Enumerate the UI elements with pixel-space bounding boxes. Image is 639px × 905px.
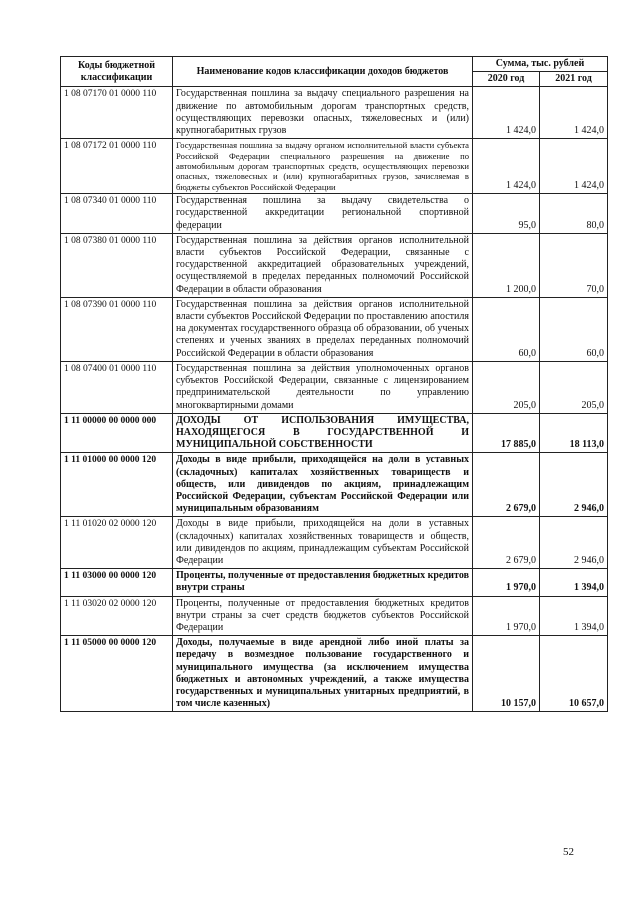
header-year-2020: 2020 год — [473, 72, 540, 87]
row-value-2020: 95,0 — [473, 194, 540, 234]
row-code: 1 08 07380 01 0000 110 — [61, 233, 173, 297]
table-row — [61, 453, 608, 517]
row-name: Государственная пошлина за выдачу органом исполнительной власти субъекта Российской Федерации специального разрешения на движение по автомобильным дорогам транспортных средств, осуществляющих перевозки опасных, тяжеловесных и (или) крупногабаритных грузов, зачисляемая в бюджеты субъектов Российской Федерации — [173, 139, 473, 194]
row-value-2021: 1 424,0 — [540, 87, 608, 139]
row-name: ДОХОДЫ ОТ ИСПОЛЬЗОВАНИЯ ИМУЩЕСТВА, НАХОДЯЩЕГОСЯ В ГОСУДАРСТВЕННОЙ И МУНИЦИПАЛЬНОЙ СОБСТВЕННОСТИ — [173, 413, 473, 453]
row-name: Государственная пошлина за выдачу свидетельства о государственной аккредитации региональной спортивной федерации — [173, 194, 473, 234]
row-value-2020: 1 424,0 — [473, 139, 540, 194]
header-sum: Сумма, тыс. рублей — [473, 57, 608, 72]
row-value-2020: 1 970,0 — [473, 596, 540, 636]
row-value-2021: 1 394,0 — [540, 596, 608, 636]
budget-revenue-table — [60, 56, 608, 712]
row-code: 1 11 00000 00 0000 000 — [61, 413, 173, 453]
row-name: Доходы в виде прибыли, приходящейся на доли в уставных (складочных) капиталах хозяйственных товариществ и обществ, или дивидендов по акциям, принадлежащим субъектам Российской Федерации — [173, 517, 473, 569]
row-value-2021: 80,0 — [540, 194, 608, 234]
row-code: 1 08 07390 01 0000 110 — [61, 297, 173, 361]
table-row — [61, 194, 608, 234]
row-value-2021: 205,0 — [540, 361, 608, 413]
row-name: Проценты, полученные от предоставления бюджетных кредитов внутри страны — [173, 569, 473, 596]
row-name: Государственная пошлина за действия органов исполнительной власти субъектов Российской Федерации, связанные с государственной аккредитацией образовательных учреждений, осуществляемой в пределах переданных полномочий Российской Федерации в области образования — [173, 233, 473, 297]
table-row — [61, 596, 608, 636]
header-name: Наименование кодов классификации доходов бюджетов — [173, 57, 473, 87]
row-value-2021: 60,0 — [540, 297, 608, 361]
row-value-2021: 1 424,0 — [540, 139, 608, 194]
row-code: 1 11 01020 02 0000 120 — [61, 517, 173, 569]
row-name: Государственная пошлина за выдачу специального разрешения на движение по автомобильным дорогам транспортных средств, осуществляющих перевозки опасных, тяжеловесных и (или) крупногабаритных грузов — [173, 87, 473, 139]
header-code: Коды бюджетной классификации — [61, 57, 173, 87]
document-page — [60, 56, 607, 712]
row-value-2021: 2 946,0 — [540, 517, 608, 569]
table-row — [61, 139, 608, 194]
row-code: 1 11 01000 00 0000 120 — [61, 453, 173, 517]
table-row — [61, 233, 608, 297]
row-value-2020: 60,0 — [473, 297, 540, 361]
row-name: Государственная пошлина за действия уполномоченных органов субъектов Российской Федерации, связанные с лицензированием предпринимательской деятельности по управлению многоквартирными домами — [173, 361, 473, 413]
row-value-2020: 10 157,0 — [473, 636, 540, 712]
row-value-2021: 1 394,0 — [540, 569, 608, 596]
row-value-2021: 18 113,0 — [540, 413, 608, 453]
table-row — [61, 361, 608, 413]
row-code: 1 08 07400 01 0000 110 — [61, 361, 173, 413]
row-code: 1 08 07172 01 0000 110 — [61, 139, 173, 194]
row-name: Государственная пошлина за действия органов исполнительной власти субъектов Российской Федерации по проставлению апостиля на документах государственного образца об образовании, об ученых степенях и ученых званиях в пределах переданных полномочий Российской Федерации в области образования — [173, 297, 473, 361]
row-value-2020: 2 679,0 — [473, 517, 540, 569]
table-row — [61, 517, 608, 569]
row-code: 1 08 07170 01 0000 110 — [61, 87, 173, 139]
row-code: 1 11 05000 00 0000 120 — [61, 636, 173, 712]
row-value-2020: 1 424,0 — [473, 87, 540, 139]
row-value-2021: 70,0 — [540, 233, 608, 297]
row-name: Проценты, полученные от предоставления бюджетных кредитов внутри страны за счет средств бюджетов субъектов Российской Федерации — [173, 596, 473, 636]
row-value-2020: 205,0 — [473, 361, 540, 413]
row-value-2021: 10 657,0 — [540, 636, 608, 712]
row-value-2020: 17 885,0 — [473, 413, 540, 453]
table-row — [61, 413, 608, 453]
row-code: 1 11 03000 00 0000 120 — [61, 569, 173, 596]
row-code: 1 08 07340 01 0000 110 — [61, 194, 173, 234]
row-value-2020: 1 200,0 — [473, 233, 540, 297]
row-name: Доходы в виде прибыли, приходящейся на доли в уставных (складочных) капиталах хозяйственных товариществ и обществ, или дивидендов по акциям, принадлежащим Российской Федерации, субъектам Российской Федерации или муниципальным образованиям — [173, 453, 473, 517]
table-row — [61, 569, 608, 596]
table-row — [61, 636, 608, 712]
row-name: Доходы, получаемые в виде арендной либо иной платы за передачу в возмездное пользование государственного и муниципального имущества (за исключением имущества бюджетных и автономных учреждений, а также имущества государственных и муниципальных унитарных предприятий, в том числе казенных) — [173, 636, 473, 712]
table-row — [61, 297, 608, 361]
row-value-2021: 2 946,0 — [540, 453, 608, 517]
table-row — [61, 87, 608, 139]
row-value-2020: 2 679,0 — [473, 453, 540, 517]
page-number: 52 — [563, 846, 574, 858]
row-value-2020: 1 970,0 — [473, 569, 540, 596]
row-code: 1 11 03020 02 0000 120 — [61, 596, 173, 636]
header-year-2021: 2021 год — [540, 72, 608, 87]
